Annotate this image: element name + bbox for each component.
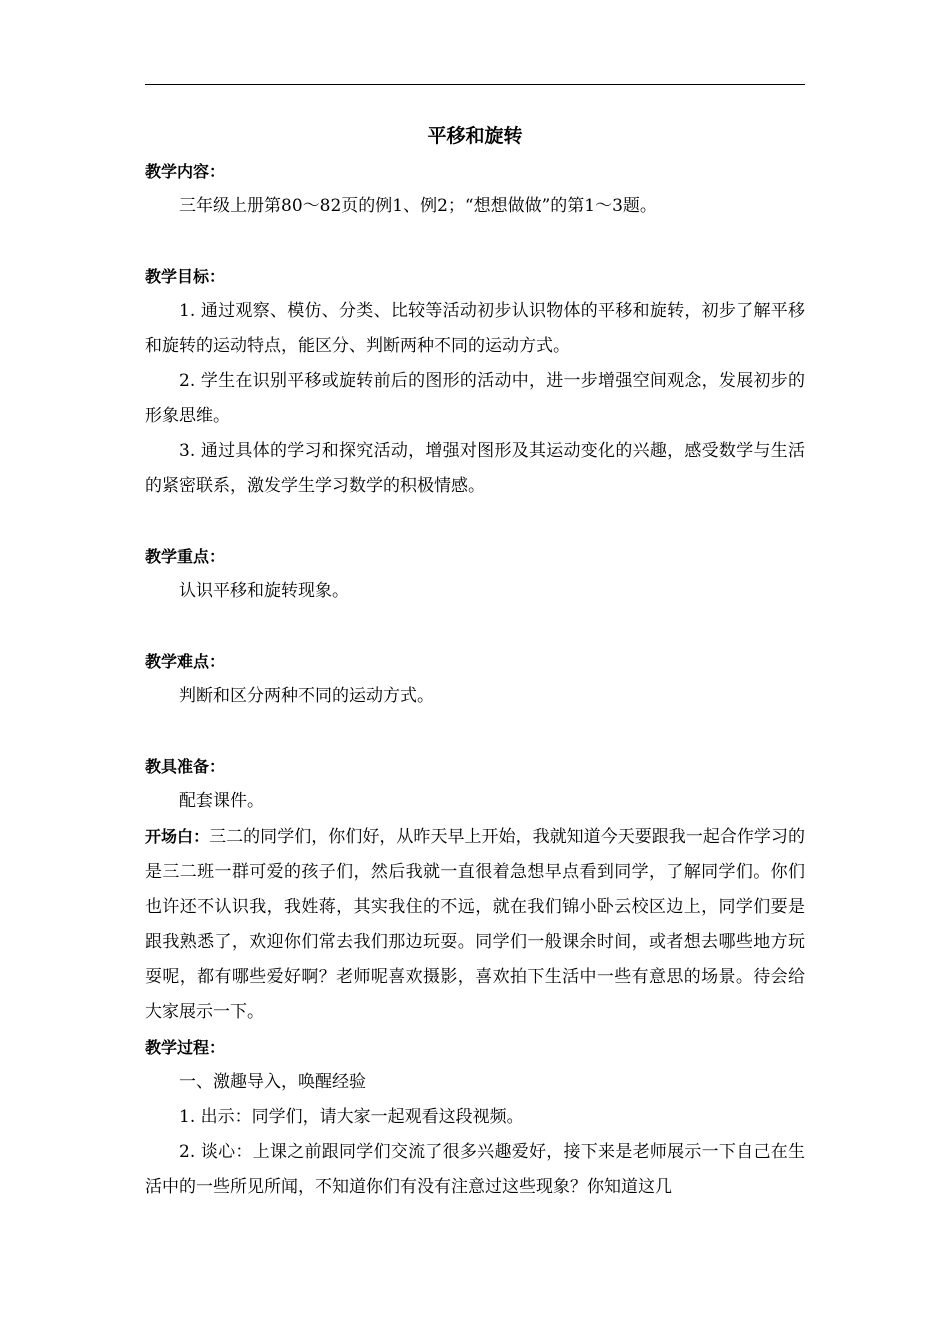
difficulty-heading: 教学难点： — [145, 652, 226, 671]
goal-item-3: 3. 通过具体的学习和探究活动，增强对图形及其运动变化的兴趣，感受数学与生活的紧密联系，激发学生学习数学的积极情感。 — [145, 441, 805, 496]
process-item-1: 1. 出示：同学们，请大家一起观看这段视频。 — [179, 1107, 524, 1127]
process-section-title: 一、激趣导入，唤醒经验 — [179, 1072, 366, 1092]
goal-item-2: 2. 学生在识别平移或旋转前后的图形的活动中，进一步增强空间观念，发展初步的形象思维。 — [145, 371, 805, 426]
header-rule — [145, 84, 805, 85]
difficulty-text: 判断和区分两种不同的运动方式。 — [179, 686, 434, 706]
opening-text: 三二的同学们，你们好，从昨天早上开始，我就知道今天要跟我一起合作学习的是三二班一群可爱的孩子们，然后我就一直很着急想早点看到同学，了解同学们。你们也许还不认识我，我姓蒋，其实我住的不远，就在我们锦小卧云校区边上，同学们要是跟我熟悉了，欢迎你们常去我们那边玩耍。同学们一般课余时间，或者想去哪些地方玩耍呢，都有哪些爱好啊？老师呢喜欢摄影，喜欢拍下生活中一些有意思的场景。待会给大家展示一下。 — [145, 827, 805, 1022]
spacer — [145, 224, 805, 259]
key-point-heading: 教学重点： — [145, 547, 226, 566]
document-body — [145, 118, 805, 1205]
content-heading: 教学内容： — [145, 162, 226, 181]
key-point-text: 认识平移和旋转现象。 — [179, 581, 349, 601]
goals-heading: 教学目标： — [145, 267, 226, 286]
opening-paragraph — [145, 819, 805, 1030]
goal-item-1: 1. 通过观察、模仿、分类、比较等活动初步认识物体的平移和旋转，初步了解平移和旋转的运动特点，能区分、判断两种不同的运动方式。 — [145, 301, 805, 356]
spacer — [145, 504, 805, 539]
tools-text: 配套课件。 — [179, 791, 264, 811]
content-text: 三年级上册第80～82页的例1、例2；“想想做做”的第1～3题。 — [179, 196, 657, 216]
process-heading: 教学过程： — [145, 1038, 226, 1057]
process-item-2: 2. 谈心：上课之前跟同学们交流了很多兴趣爱好，接下来是老师展示一下自己在生活中的一些所见所闻，不知道你们有没有注意过这些现象？你知道这几 — [145, 1142, 805, 1197]
spacer — [145, 609, 805, 644]
document-title: 平移和旋转 — [427, 125, 523, 147]
opening-label: 开场白： — [145, 827, 210, 846]
spacer — [145, 714, 805, 749]
tools-heading: 教具准备： — [145, 757, 226, 776]
